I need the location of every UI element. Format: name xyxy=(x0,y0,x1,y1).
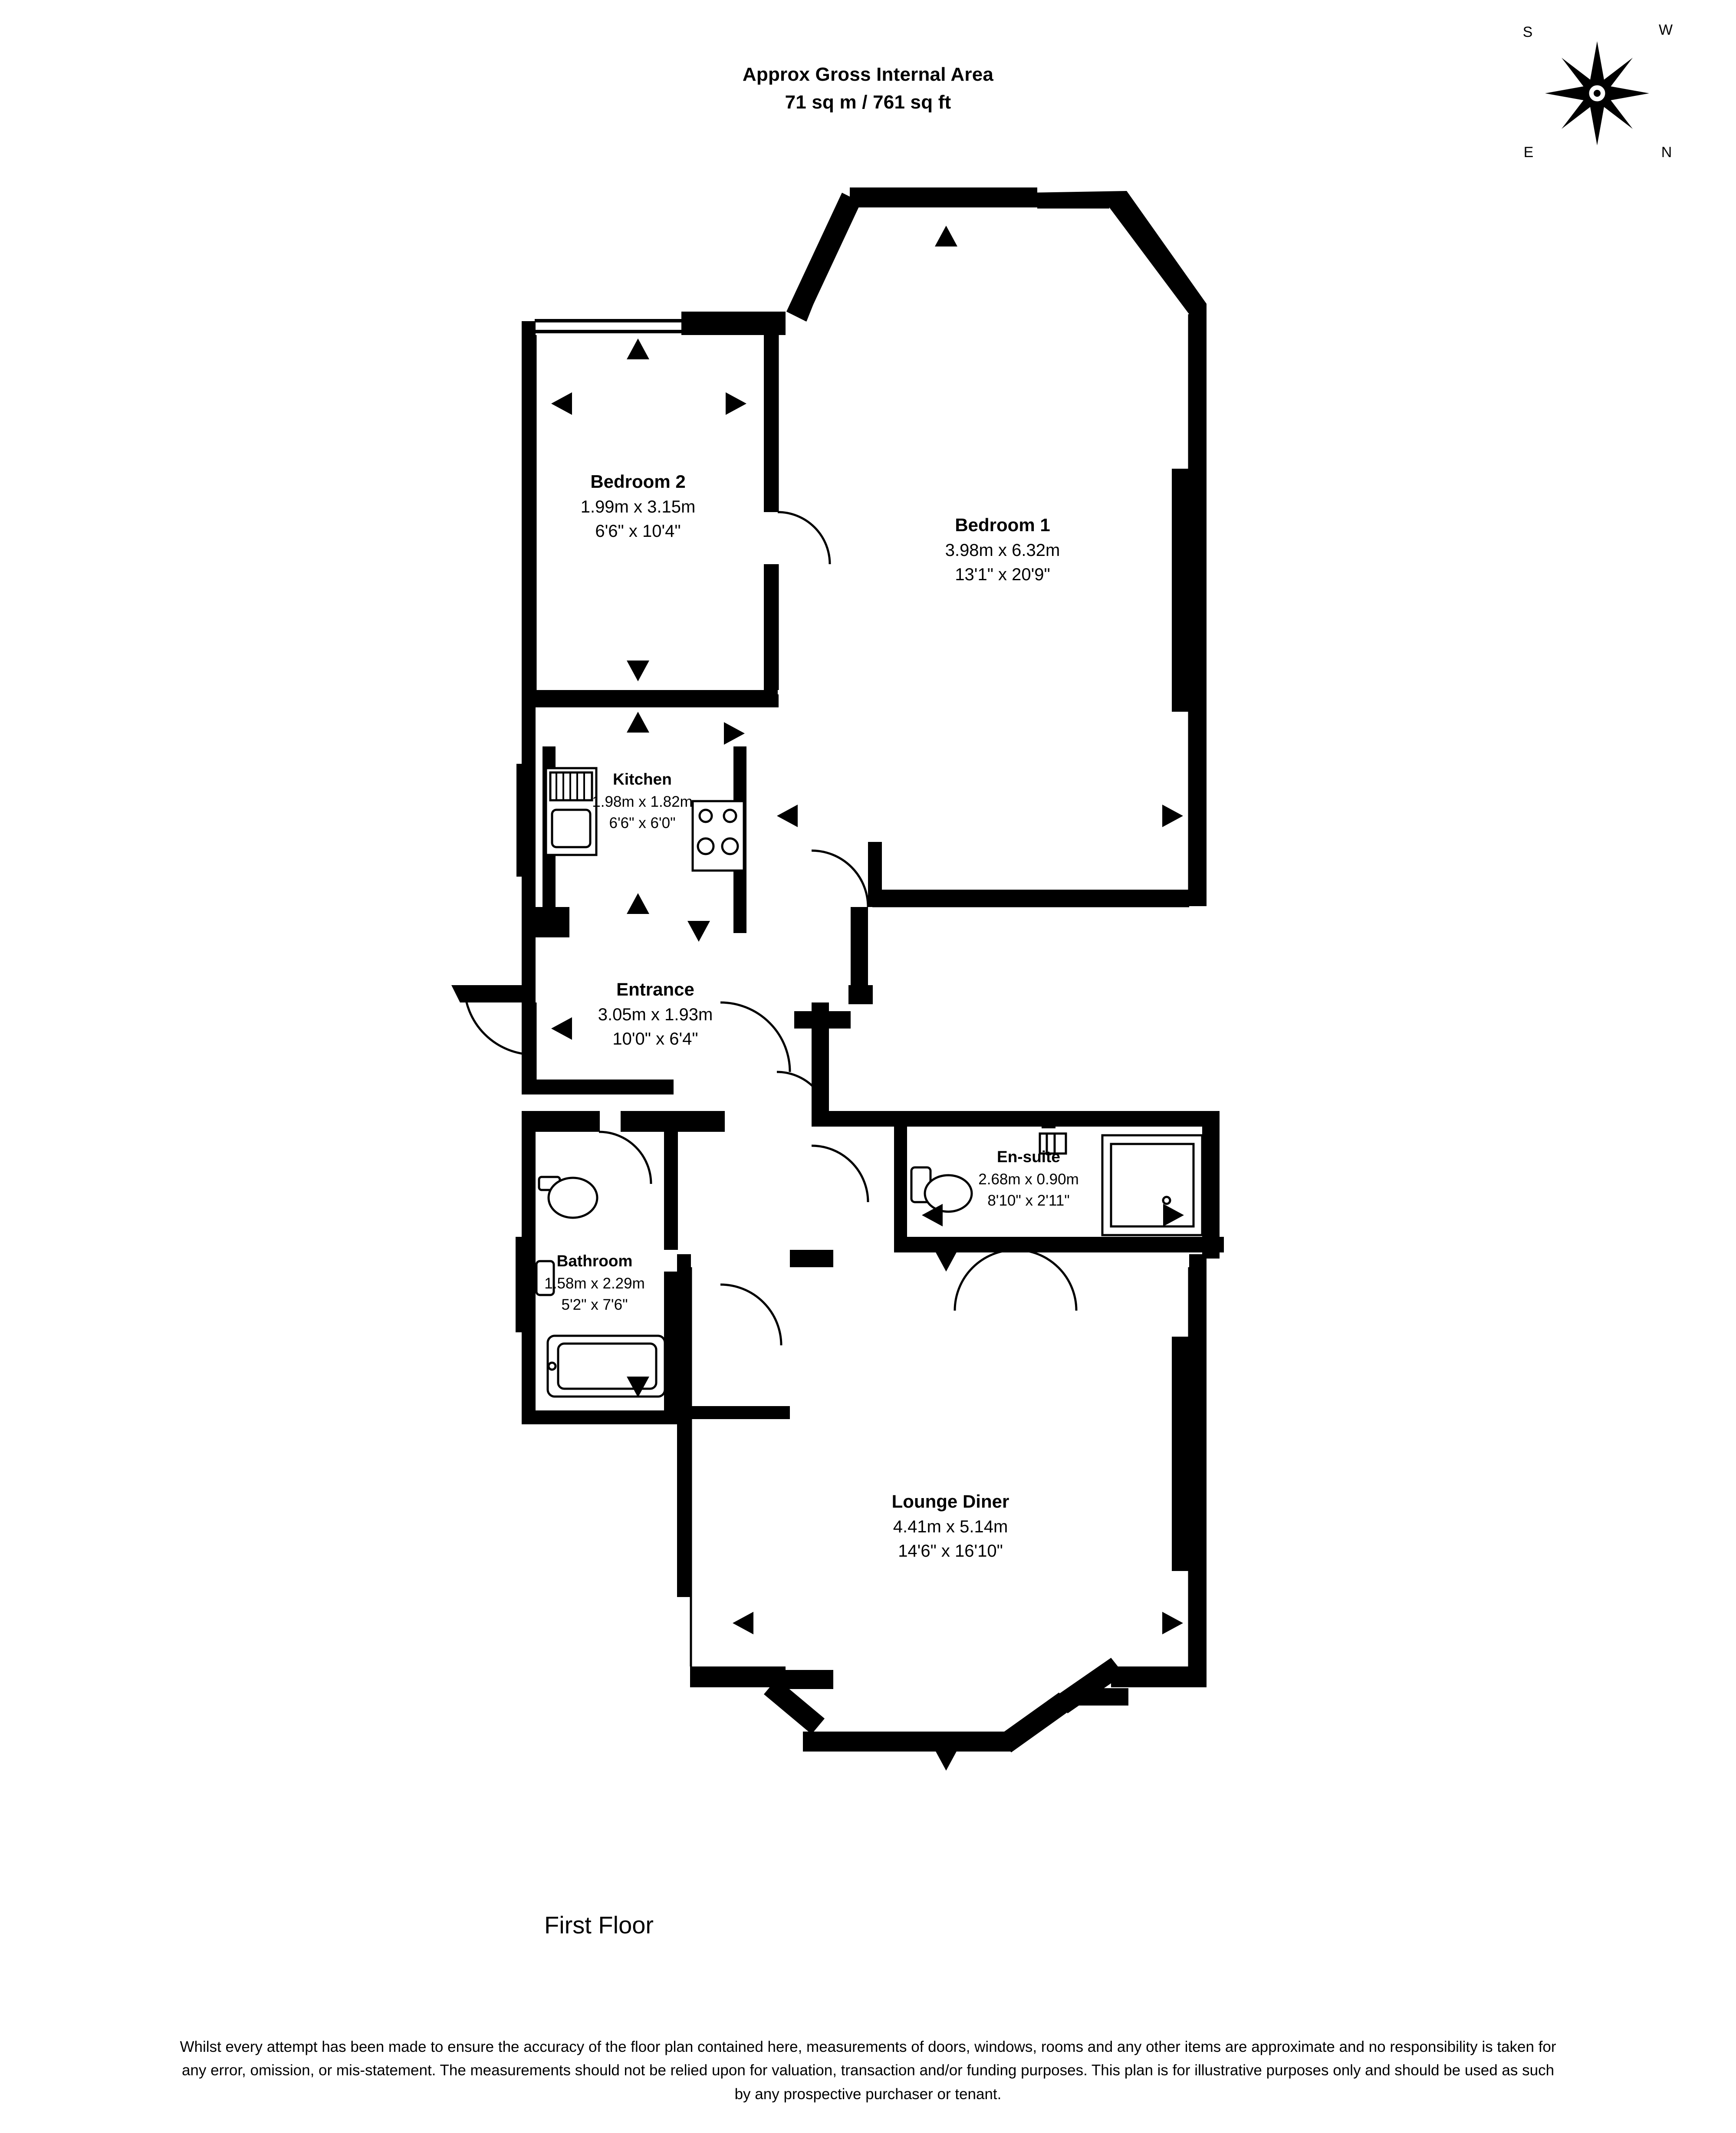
disclaimer-text: Whilst every attempt has been made to ensure the accuracy of the floor plan contained here, measurements of doors, windows, rooms and any other items are approximate and no responsibility is taken for any error, omission, or mis-statement. The measurements should not be relied upon for valuation, transaction and/or funding purposes. This plan is for illustrative purposes only and should be used as such by any prospective purchaser or tenant. xyxy=(180,2038,1556,2103)
room-name: Bathroom xyxy=(556,1252,633,1270)
room-dim-imperial: 13'1" x 20'9" xyxy=(955,565,1050,585)
compass-label-n: N xyxy=(1661,144,1672,161)
room-name: Entrance xyxy=(616,979,694,999)
room-label-bedroom-2 xyxy=(495,469,781,544)
area-summary-line2: 71 sq m / 761 sq ft xyxy=(785,91,951,113)
compass-label-w: W xyxy=(1658,22,1673,38)
room-dim-imperial: 10'0" x 6'4" xyxy=(612,1029,698,1049)
room-label-kitchen xyxy=(521,768,764,834)
compass-label-s: S xyxy=(1522,24,1533,40)
area-summary-line1: Approx Gross Internal Area xyxy=(742,64,994,85)
room-dim-metric: 3.05m x 1.93m xyxy=(598,1005,713,1024)
room-name: Bedroom 1 xyxy=(955,515,1050,535)
room-label-lounge-diner xyxy=(799,1489,1102,1564)
room-label-en-suite xyxy=(881,1146,1176,1212)
room-dim-imperial: 5'2" x 7'6" xyxy=(561,1296,628,1314)
room-dim-metric: 1.99m x 3.15m xyxy=(580,497,696,516)
room-dim-imperial: 6'6" x 6'0" xyxy=(609,815,676,832)
room-dim-metric: 3.98m x 6.32m xyxy=(945,540,1060,560)
room-name: Kitchen xyxy=(613,770,672,788)
room-dim-metric: 4.41m x 5.14m xyxy=(893,1517,1008,1536)
room-dim-imperial: 8'10" x 2'11" xyxy=(987,1192,1070,1209)
room-dim-imperial: 14'6" x 16'10" xyxy=(898,1541,1003,1561)
room-name: En-suite xyxy=(997,1148,1060,1166)
room-dim-imperial: 6'6" x 10'4" xyxy=(595,522,681,541)
room-label-bathroom xyxy=(473,1250,716,1316)
room-label-bedroom-1 xyxy=(851,512,1154,587)
room-dim-metric: 1.98m x 1.82m xyxy=(592,793,693,810)
compass-label-e: E xyxy=(1523,144,1534,161)
room-dim-metric: 2.68m x 0.90m xyxy=(978,1170,1079,1188)
room-name: Bedroom 2 xyxy=(590,471,686,492)
floor-title: First Floor xyxy=(544,1911,654,1939)
room-name: Lounge Diner xyxy=(891,1491,1009,1512)
room-dim-metric: 1.58m x 2.29m xyxy=(544,1275,645,1292)
room-label-entrance xyxy=(508,976,803,1052)
